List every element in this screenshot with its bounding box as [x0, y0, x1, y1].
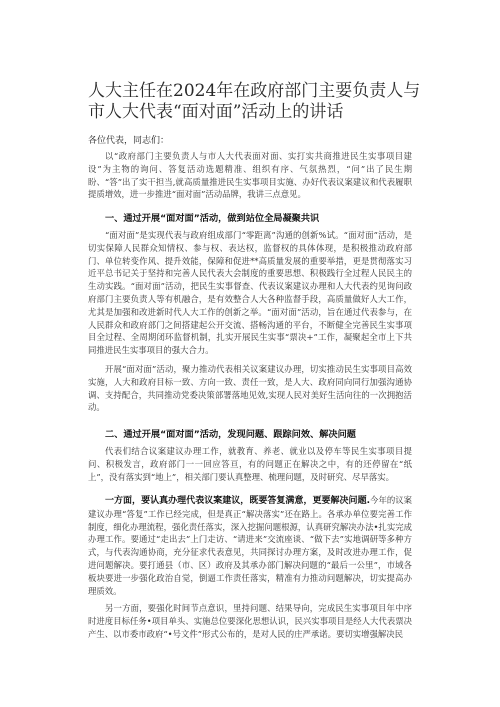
- section-1-paragraph-2: 开展“面对面”活动，聚力推动代表相关议案建议办理，切实推动民生实事项目高效实施，人大和政府目标一致、方向一致、责任一致，是人大、政府同向同行加强沟通协调、支持配合，共同推动党委决策部署落地见效,实现人民对美好生活向往的一次拥抱活动。: [88, 364, 412, 413]
- section-2-paragraph-1: 代表们结合议案建议办理工作，就教育、养老、就业以及停车等民生实事项目提问、积极发言，政府部门一一回应答亘，有的问题正在解决之中，有的还停留在“纸上”，没有落实到“地上”，相关部门要认真整理、梳理问题，及时研究、尽早落实。: [88, 446, 412, 482]
- intro-paragraph: 以“政府部门主要负责人与市人大代表面对面、实打实共商推进民生实事项目建设”为主物的询问、答复活动选题精准、组织有序、气氛热烈，“问”出了民生期盼、“答”出了实干担当,就高质量推进民生实事项目实施、办好代表议案建议和代表履职提质增效，进一步推进“面对面”活动品牌，我讲三点意见。: [88, 151, 412, 200]
- greeting: 各位代表，同志们：: [88, 136, 170, 146]
- section-2-paragraph-2-body: 今年的议案建议办理“答复”工作已经完成，但是真正“解决落实”还在路上。各承办单位要完善工作制度，细化办理流程，强化责任落实，深入挖掘问题根源，认真研究解决办法•扎实完成办理工作。要通过“走出去”上门走访、“请进来”交流座谈、“做下去”实地调研等多种方式，与代表沟通协商，充分征求代表意见，共同探讨办理方案，及时改进办理工作，促进问题解决。要打通县（市、区）政府及其承办部门解决问题的“最后一公里”，市域各板块要进一步强化政治自觉，倒逼工作责任落实，精准有力推动问题解决，切实提高办理质效。: [88, 495, 412, 596]
- section-1-heading: 一、通过开展“面对面”活动，做到站位全局凝聚共识: [105, 213, 320, 224]
- section-2-paragraph-2: [88, 494, 412, 596]
- section-1-paragraph-1: “面对面”是实现代表与政府组成部门“零距离”沟通的创新%试。“面对面”活动，是切实保障人民群众知情权、参与权、表达权，监督权的具体体现，是积极推动政府部门、单位转变作风、提升效能，保障和促进**高质量发展的重要举措，更是贯彻落实习近平总书记关于坚持和完善人民代表大会制度的重要思想、积极践行全过程人民民主的生动实践。“面对面”活动，把民生实事督查、代表议案建议办理和人大代表约见询问政府部门主要负责人等有机融合，是有效整合人大各种监督手段，高质量做好人大工作，尤其是加强和改进新时代人大工作的创新之举。“面对面”活动，旨在通过代表参与，在人民群众和政府部门之间搭建起公开交流、搭畅沟通的平台，不断健全完善民生实事项目全过程、全周期闭环监督机制，扎实开展民生实事“票决+”工作，凝聚起全市上下共同推进民生实事项目的强大合力。: [88, 230, 412, 356]
- section-2-paragraph-3: 另一方面，要强化时间节点意识，里持问题、结果导向，完成民生实事项目年中序时进度目标任务•项目单头、实施总位要深化思想认识，民兴实事项目是经人大代表票决产生、以市委市政府“•号文件”形式公布的，是对人民的庄严承诺。要切实增强解决民: [88, 603, 412, 639]
- section-2-heading: 二、通过开展“面对面”活动，发现问题、跟踪问效、解决问题: [105, 429, 356, 440]
- document-title: 人大主任在2024年在政府部门主要负责人与市人大代表“面对面”活动上的讲话: [88, 81, 421, 122]
- lead-sentence: 一方面，要认真办理代表议案建议，既要答复满意，更要解决问题.: [105, 496, 371, 506]
